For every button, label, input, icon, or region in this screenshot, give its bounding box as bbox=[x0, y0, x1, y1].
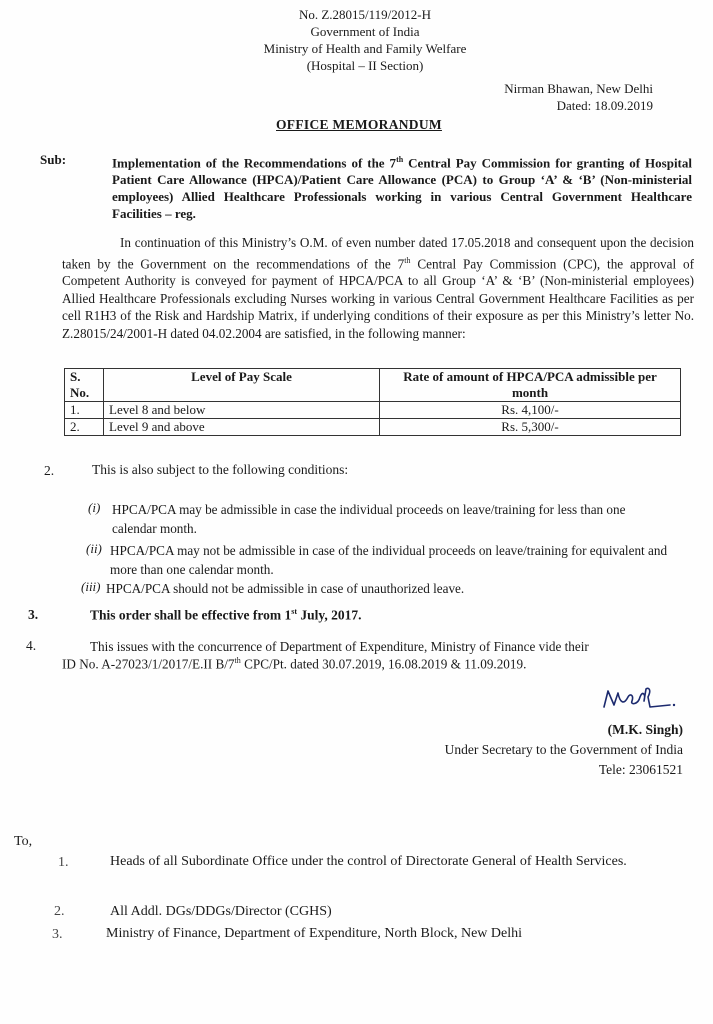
subject-text-part1: Implementation of the Recommendations of the 7 bbox=[112, 155, 397, 171]
column-header-rate: Rate of amount of HPCA/PCA admissible per month bbox=[380, 369, 681, 402]
paragraph-4-number: 4. bbox=[26, 638, 37, 653]
cell-sno: 2. bbox=[65, 419, 104, 436]
date: Dated: 18.09.2019 bbox=[556, 98, 653, 113]
paragraph-1-superscript: th bbox=[404, 255, 411, 265]
signatory-designation: Under Secretary to the Government of India bbox=[444, 742, 683, 757]
column-header-sno: S. No. bbox=[65, 369, 104, 402]
cell-sno: 1. bbox=[65, 402, 104, 419]
distribution-2-text: All Addl. DGs/DDGs/Director (CGHS) bbox=[110, 904, 332, 919]
signatory-block bbox=[445, 720, 683, 780]
paragraph-2-text: This is also subject to the following conditions: bbox=[92, 462, 349, 477]
paragraph-4-line2-part1: ID No. A-27023/1/2017/E.II B/7 bbox=[62, 656, 235, 672]
distribution-3-number: 3. bbox=[52, 927, 63, 942]
table-row bbox=[65, 402, 681, 419]
ministry-name: Ministry of Health and Family Welfare bbox=[263, 41, 467, 56]
subject-superscript: th bbox=[396, 155, 404, 164]
condition-3-text: HPCA/PCA should not be admissible in case of unauthorized leave. bbox=[106, 581, 465, 596]
place: Nirman Bhawan, New Delhi bbox=[504, 81, 653, 96]
subject-text-part2: Central Pay Commission for granting of Hospital Patient Care Allowance (HPCA)/Patient Care Allowance (PCA) to Group ‘A’ & ‘B’ (Non-ministerial employees) Allied Healthcare Professionals working in various Central Government Healthcare Facilities – reg. bbox=[112, 155, 692, 222]
to-label: To, bbox=[14, 834, 33, 849]
condition-2-number: (ii) bbox=[86, 541, 102, 556]
letterhead bbox=[240, 6, 490, 74]
paragraph-4-line2-part2: CPC/Pt. dated 30.07.2019, 16.08.2019 & 11.09.2019. bbox=[240, 656, 527, 672]
paragraph-4-line1: This issues with the concurrence of Department of Expenditure, Ministry of Finance vide their bbox=[90, 639, 589, 654]
table-header-row bbox=[65, 369, 681, 402]
paragraph-3-number: 3. bbox=[28, 607, 39, 622]
signatory-name: (M.K. Singh) bbox=[607, 722, 683, 737]
file-number: No. Z.28015/119/2012-H bbox=[298, 7, 432, 22]
paragraph-1-part1: In continuation of this Ministry’s O.M. of even number dated 17.05.2018 and consequent upon the decision taken by the Government on the recommendations of the 7 bbox=[62, 235, 694, 271]
paragraph-4-superscript: th bbox=[234, 656, 241, 665]
hpca-rate-table bbox=[64, 368, 681, 436]
distribution-2-number: 2. bbox=[54, 904, 65, 919]
subject-label: Sub: bbox=[40, 152, 67, 167]
condition-1-text: HPCA/PCA may be admissible in case the individual proceeds on leave/training for less than one calendar month. bbox=[112, 502, 626, 536]
column-header-level: Level of Pay Scale bbox=[104, 369, 380, 402]
distribution-1-number: 1. bbox=[58, 855, 69, 870]
cell-rate: Rs. 5,300/- bbox=[380, 419, 681, 436]
signatory-telephone: Tele: 23061521 bbox=[598, 762, 683, 777]
cell-level: Level 9 and above bbox=[104, 419, 380, 436]
section-name: (Hospital – II Section) bbox=[306, 58, 424, 73]
government-name: Government of India bbox=[310, 24, 420, 39]
signature-icon bbox=[600, 683, 680, 713]
distribution-1-text: Heads of all Subordinate Office under the control of Directorate General of Health Services. bbox=[110, 854, 627, 869]
subject-text bbox=[112, 151, 692, 222]
place-date-block bbox=[504, 80, 653, 114]
cell-level: Level 8 and below bbox=[104, 402, 380, 419]
condition-2-text: HPCA/PCA may not be admissible in case of the individual proceeds on leave/training for equivalent and more than one calendar month. bbox=[110, 543, 668, 577]
paragraph-3-text bbox=[90, 607, 362, 624]
document-title: OFFICE MEMORANDUM bbox=[276, 117, 442, 132]
paragraph-1-part2: Central Pay Commission (CPC), the approval of Competent Authority is conveyed for payment of HPCA/PCA to all Group ‘A’ & ‘B’ (Non-ministerial employees) Allied Healthcare Professionals excluding Nurses working in various Central Government Healthcare Facilities as per cell R1H3 of the Risk and Hardship Matrix, if underlying conditions of their exposure as per this Ministry’s letter No. Z.28015/24/2001-H dated 04.02.2004 are satisfied, in the following manner: bbox=[62, 255, 694, 341]
cell-rate: Rs. 4,100/- bbox=[380, 402, 681, 419]
paragraph-2-number: 2. bbox=[44, 463, 55, 478]
paragraph-1 bbox=[62, 234, 694, 342]
paragraph-4-line2 bbox=[62, 656, 526, 672]
paragraph-3-part1: This order shall be effective from 1 bbox=[90, 607, 292, 623]
condition-3-number: (iii) bbox=[81, 579, 101, 594]
paragraph-3-superscript: st bbox=[291, 607, 297, 616]
table-row bbox=[65, 419, 681, 436]
paragraph-3-part2: July, 2017. bbox=[297, 607, 362, 623]
distribution-3-text: Ministry of Finance, Department of Expenditure, North Block, New Delhi bbox=[106, 926, 523, 941]
condition-1-number: (i) bbox=[88, 500, 101, 515]
